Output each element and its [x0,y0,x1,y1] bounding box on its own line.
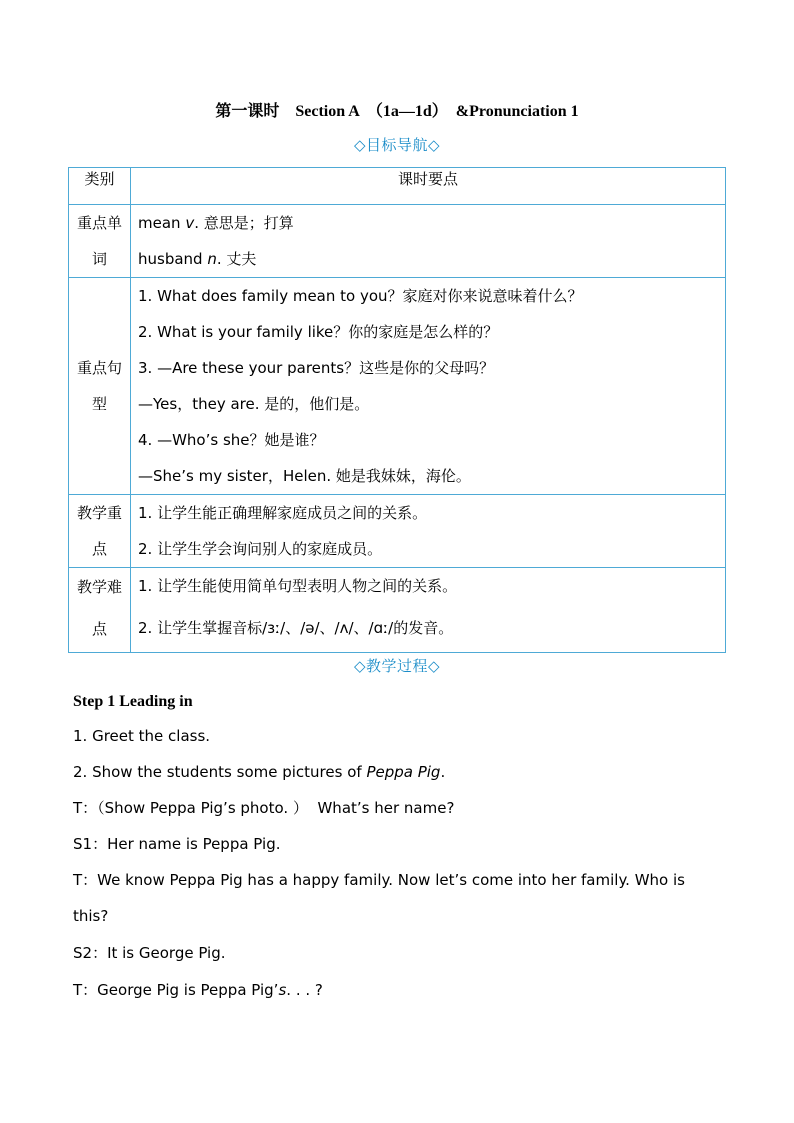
body-line: this? [73,907,109,925]
row-category [69,278,131,495]
content-line: 1. 让学生能正确理解家庭成员之间的关系。 [138,504,428,522]
category-line: 教学难 [76,578,122,596]
category-line: 点 [91,620,107,638]
content-line: 2. What is your family like？你的家庭是怎么样的？ [138,323,499,341]
row-category [69,568,131,653]
body-line: 1. Greet the class. [73,727,211,745]
header-category: 类别 [69,168,131,205]
category-line: 词 [91,250,107,268]
content-line: —Yes，they are. 是的，他们是。 [138,395,370,413]
content-line: 2. 让学生学会询问别人的家庭成员。 [138,540,383,558]
category-line: 点 [91,540,107,558]
content-line: 1. What does family mean to you？家庭对你来说意味着什么？ [138,287,583,305]
row-content [131,278,726,495]
lesson-title: 第一课时 Section A （1a—1d） &Pronunciation 1 [215,103,579,120]
body-line: T：（Show Peppa Pig’s photo. ） What’s her name? [73,799,455,817]
content-line: 1. 让学生能使用简单句型表明人物之间的关系。 [138,577,458,595]
content-line: mean v. 意思是；打算 [138,214,294,232]
row-content [131,568,726,653]
body-line: 2. Show the students some pictures of Peppa Pig. [73,763,446,781]
body-line: S1：Her name is Peppa Pig. [73,835,281,853]
category-line: 教学重 [76,504,122,522]
category-line: 重点句 [76,359,122,377]
category-line: 重点单 [76,214,122,232]
table-row [69,278,726,495]
content-line: —She’s my sister，Helen. 她是我妹妹，海伦。 [138,467,471,485]
table-row [69,495,726,568]
step-title: Step 1 Leading in [73,693,193,710]
table-header-row [69,168,726,205]
content-line: 2. 让学生掌握音标/ɜː/、/ə/、/ʌ/、/ɑː/的发音。 [138,619,454,637]
content-line: husband n. 丈夫 [138,250,257,268]
row-category [69,205,131,278]
content-line: 3. —Are these your parents？这些是你的父母吗？ [138,359,495,377]
teaching-process-heading: ◇教学过程◇ [353,657,441,675]
table-row [69,568,726,653]
body-line: T：George Pig is Peppa Pig’s. . . ? [73,981,323,999]
row-category [69,495,131,568]
content-line: 4. —Who’s she？她是谁？ [138,431,325,449]
category-line: 型 [91,395,107,413]
header-points: 课时要点 [131,168,726,205]
row-content [131,495,726,568]
table-row [69,205,726,278]
body-line: S2：It is George Pig. [73,944,226,962]
row-content [131,205,726,278]
lesson-points-table [68,167,726,653]
target-nav-heading: ◇目标导航◇ [353,136,441,154]
body-line: T：We know Peppa Pig has a happy family. Now let’s come into her family. Who is [73,871,685,889]
